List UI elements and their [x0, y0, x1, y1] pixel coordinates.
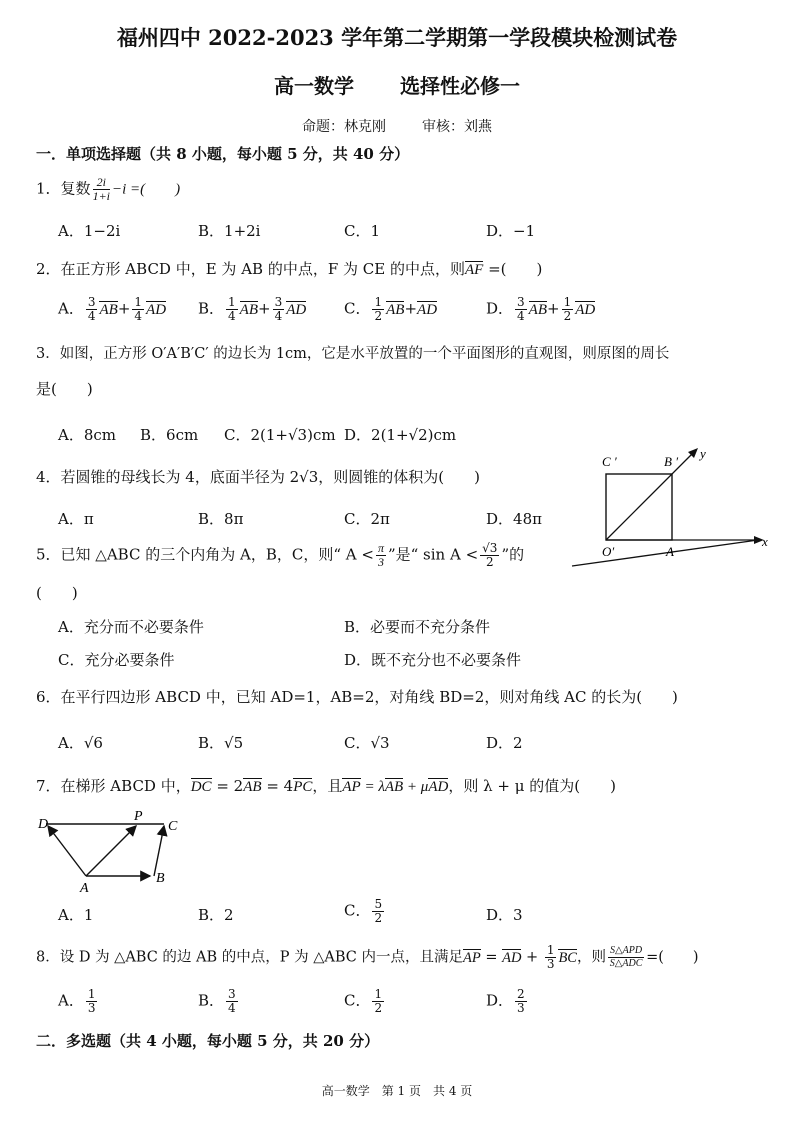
label-b: B ′: [664, 454, 679, 469]
question-8: 8．设 D 为 △ABC 的边 AB 的中点，P 为 △ABC 内一点，且满足AP = AD + $\frac{1}{3}$ BC，则 $\frac{\text{S△APD}}{\text{S△ADC}}$ =( ): [36, 943, 699, 971]
q5-fraction-1: $\frac{\pi}{3}$: [377, 541, 384, 569]
question-7: 7．在梯形 ABCD 中，DC = 2AB = 4PC，且AP = λAB + μAD，则 λ + μ 的值为( ): [36, 777, 616, 795]
q7-option-c[interactable]: C． $\frac{5}{2}$: [344, 897, 383, 925]
reviewer-label: 审核：刘燕: [422, 119, 492, 135]
q4-option-c[interactable]: C．2π: [344, 510, 390, 528]
q3-option-b[interactable]: B．6cm: [140, 426, 199, 444]
q8-option-c[interactable]: C． $\frac{1}{2}$: [344, 987, 383, 1015]
label-o: O′: [602, 544, 615, 559]
question-1: [36, 176, 180, 203]
label-x: x: [762, 534, 768, 549]
q1-option-d[interactable]: D．−1: [486, 222, 536, 240]
q8-option-d[interactable]: D． $\frac{2}{3}$: [486, 987, 525, 1015]
q4-option-d[interactable]: D．48π: [486, 510, 542, 528]
authors-line: [0, 116, 794, 136]
q1-number: 1．: [36, 179, 61, 198]
q3-option-c[interactable]: C．2(1+√3)cm: [224, 426, 336, 444]
fig7-label-c: C: [168, 819, 178, 834]
q2-vector: AF: [464, 262, 484, 278]
q8-option-b[interactable]: B． $\frac{3}{4}$: [198, 987, 236, 1015]
q1-text: 复数: [60, 179, 91, 198]
author-label: 命题：林克刚: [302, 119, 386, 135]
q2-text: 2．在正方形 ABCD 中，E 为 AB 的中点，F 为 CE 的中点，则: [36, 260, 465, 278]
q5-option-d[interactable]: D．既不充分也不必要条件: [344, 651, 522, 669]
question-4: 4．若圆锥的母线长为 4，底面半径为 2√3，则圆锥的体积为( ): [36, 468, 480, 486]
q2-option-d[interactable]: D． $\frac{3}{4}$ AB+ $\frac{1}{2}$ AD: [486, 295, 596, 323]
label-a: A: [666, 544, 674, 559]
subject-label: 高一数学: [274, 74, 354, 98]
fig7-label-d: D: [38, 817, 49, 832]
exam-title: 福州四中 2022-2023 学年第二学期第一学段模块检测试卷: [116, 25, 678, 50]
vector-ad: [48, 826, 86, 876]
question-3-line2: 是( ): [36, 380, 93, 398]
q1-option-a[interactable]: A．1−2i: [58, 222, 121, 240]
fig7-label-p: P: [134, 809, 143, 824]
q2-tail: =( ): [483, 260, 543, 278]
x-axis-line: [572, 540, 758, 566]
fig7-label-b: B: [156, 871, 165, 886]
question-2: [36, 258, 542, 279]
q1-option-c[interactable]: C．1: [344, 222, 381, 240]
section-2-title: 二．多选题（共 4 小题，每小题 5 分，共 20 分）: [36, 1032, 380, 1050]
fig7-label-a: A: [80, 881, 89, 894]
vector-bc: [154, 826, 164, 876]
label-y: y: [700, 446, 706, 461]
q1-fraction: $\frac{2i}{1+i}$: [92, 175, 110, 203]
question-5-line2: ( ): [36, 584, 78, 602]
q5-mid: ”是“ sin A <: [387, 545, 479, 564]
q5-option-c[interactable]: C．充分必要条件: [58, 651, 175, 669]
vector-ap: [86, 826, 136, 876]
q6-option-a[interactable]: A．√6: [58, 734, 103, 752]
q5-fraction-2: $\frac{√3}{2}$: [482, 541, 498, 569]
exam-subtitle: [0, 70, 794, 99]
q3-option-d[interactable]: D．2(1+√2)cm: [344, 426, 457, 444]
q3-option-a[interactable]: A．8cm: [58, 426, 117, 444]
q7-option-b[interactable]: B．2: [198, 906, 234, 924]
figure-oblique-square: [566, 444, 772, 570]
q6-option-c[interactable]: C．√3: [344, 734, 390, 752]
question-6: 6．在平行四边形 ABCD 中，已知 AD=1，AB=2，对角线 BD=2，则对角线 AC 的长为( ): [36, 688, 678, 706]
q5-text: 5．已知 △ABC 的三个内角为 A，B，C，则“ A <: [36, 545, 374, 564]
q1-option-b[interactable]: B．1+2i: [198, 222, 261, 240]
book-label: 选择性必修一: [400, 74, 520, 98]
question-5: [36, 542, 524, 569]
section-1-title: 一．单项选择题（共 8 小题，每小题 5 分，共 40 分）: [36, 145, 410, 163]
q7-option-a[interactable]: A．1: [58, 906, 94, 924]
q6-option-b[interactable]: B．√5: [198, 734, 244, 752]
q5-tail: ”的: [501, 545, 525, 564]
q2-option-b[interactable]: B． $\frac{1}{4}$ AB+ $\frac{3}{4}$ AD: [198, 295, 307, 323]
q4-option-a[interactable]: A．π: [58, 510, 94, 528]
q5-option-b[interactable]: B．必要而不充分条件: [344, 618, 491, 636]
q7-option-d[interactable]: D．3: [486, 906, 523, 924]
q4-option-b[interactable]: B．8π: [198, 510, 244, 528]
q2-option-c[interactable]: C． $\frac{1}{2}$ AB+AD: [344, 295, 438, 323]
page-footer: 高一数学 第 1 页 共 4 页: [321, 1084, 473, 1098]
figure-trapezoid: [36, 808, 196, 894]
question-3-line1: 3．如图，正方形 O′A′B′C′ 的边长为 1cm，它是水平放置的一个平面图形的直观图，则原图的周长: [36, 346, 670, 362]
q1-tail: −i =( ): [112, 181, 181, 198]
q8-option-a[interactable]: A． $\frac{1}{3}$: [58, 987, 96, 1015]
y-axis: [606, 452, 694, 540]
q6-option-d[interactable]: D．2: [486, 734, 523, 752]
q5-option-a[interactable]: A．充分而不必要条件: [58, 618, 204, 636]
label-c: C ′: [602, 454, 617, 469]
q2-option-a[interactable]: A． $\frac{3}{4}$ AB+ $\frac{1}{4}$ AD: [58, 295, 167, 323]
